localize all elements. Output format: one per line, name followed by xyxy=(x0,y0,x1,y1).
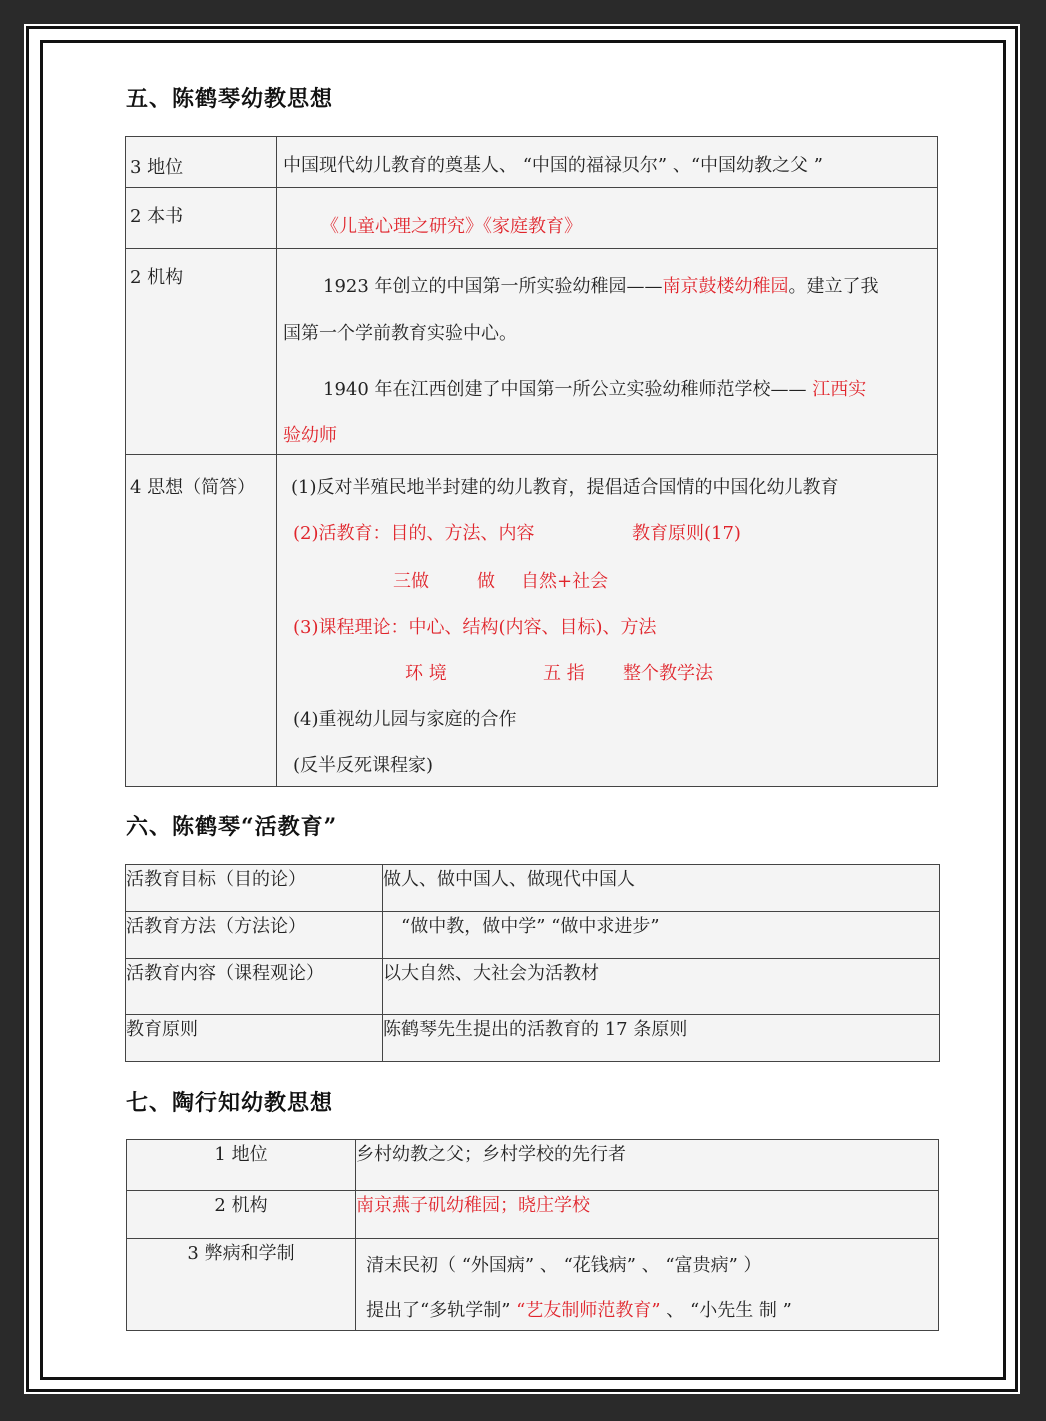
row-text: 南京燕子矶幼稚园；晓庄学校 xyxy=(356,1191,939,1239)
table-row xyxy=(126,912,940,959)
section6-heading: 六、陈鹤琴“活教育” xyxy=(126,814,338,840)
row-text: 教育原则(17) xyxy=(632,523,741,544)
document-page xyxy=(24,24,1020,1394)
section6-table xyxy=(125,864,940,1062)
row-text: 陈鹤琴先生提出的活教育的 17 条原则 xyxy=(383,1015,940,1062)
table-row xyxy=(126,959,940,1015)
table-row xyxy=(126,249,938,455)
section5-table xyxy=(125,136,938,787)
row-text: 五 指 xyxy=(543,663,585,684)
row-text: (4)重视幼儿园与家庭的合作 xyxy=(293,709,517,730)
row-label: 活教育内容（课程观论） xyxy=(126,959,383,1015)
table-row xyxy=(127,1191,939,1239)
row-text: (反半反死课程家) xyxy=(293,755,434,776)
row-text: 做人、做中国人、做现代中国人 xyxy=(383,865,940,912)
row-text: 1923 年创立的中国第一所实验幼稚园——南京鼓楼幼稚园。建立了我 xyxy=(323,276,879,297)
row-text: 提出了“多轨学制” “艺友制师范教育” 、 “小先生 制 ” xyxy=(366,1300,792,1321)
row-label: 活教育方法（方法论） xyxy=(126,912,383,959)
row-text: 自然+社会 xyxy=(521,571,609,592)
row-text: (2)活教育：目的、方法、内容 xyxy=(293,523,535,544)
section7-heading: 七、陶行知幼教思想 xyxy=(126,1090,334,1116)
row-text: 做 xyxy=(477,571,495,592)
row-label: 3 弊病和学制 xyxy=(127,1239,356,1331)
row-text: 中国现代幼儿教育的奠基人、 “中国的福禄贝尔” 、“中国幼教之父 ” xyxy=(283,155,823,176)
row-label: 活教育目标（目的论） xyxy=(126,865,383,912)
section5-heading: 五、陈鹤琴幼教思想 xyxy=(126,86,334,112)
row-text: (3)课程理论：中心、结构(内容、目标)、方法 xyxy=(293,617,657,638)
row-text: 三做 xyxy=(393,571,429,592)
row-label: 1 地位 xyxy=(127,1140,356,1191)
row-text: 以大自然、大社会为活教材 xyxy=(383,959,940,1015)
row-label: 4 思想（简答） xyxy=(130,477,256,498)
table-row xyxy=(126,455,938,787)
row-text: 1940 年在江西创建了中国第一所公立实验幼稚师范学校—— 江西实 xyxy=(323,379,867,400)
table-row xyxy=(126,865,940,912)
table-row xyxy=(126,1015,940,1062)
row-text: 乡村幼教之父；乡村学校的先行者 xyxy=(356,1140,939,1191)
row-text: 整个教学法 xyxy=(623,663,713,684)
row-label: 教育原则 xyxy=(126,1015,383,1062)
row-text: 清末民初（ “外国病” 、 “花钱病” 、 “富贵病” ） xyxy=(366,1255,762,1276)
row-text: 国第一个学前教育实验中心。 xyxy=(283,323,517,344)
table-row xyxy=(126,188,938,249)
row-text: “做中教，做中学” “做中求进步” xyxy=(383,912,940,959)
table-row xyxy=(127,1239,939,1331)
table-row xyxy=(126,137,938,188)
row-label: 2 机构 xyxy=(130,267,184,288)
row-label: 2 机构 xyxy=(127,1191,356,1239)
row-text: (1)反对半殖民地半封建的幼儿教育，提倡适合国情的中国化幼儿教育 xyxy=(291,477,839,498)
section7-table xyxy=(126,1139,939,1331)
row-text: 环 境 xyxy=(405,663,447,684)
row-text: 《儿童心理之研究》《家庭教育》 xyxy=(321,216,582,237)
row-text: 验幼师 xyxy=(283,425,337,446)
table-row xyxy=(127,1140,939,1191)
row-label: 2 本书 xyxy=(130,206,184,227)
row-label: 3 地位 xyxy=(130,157,184,178)
